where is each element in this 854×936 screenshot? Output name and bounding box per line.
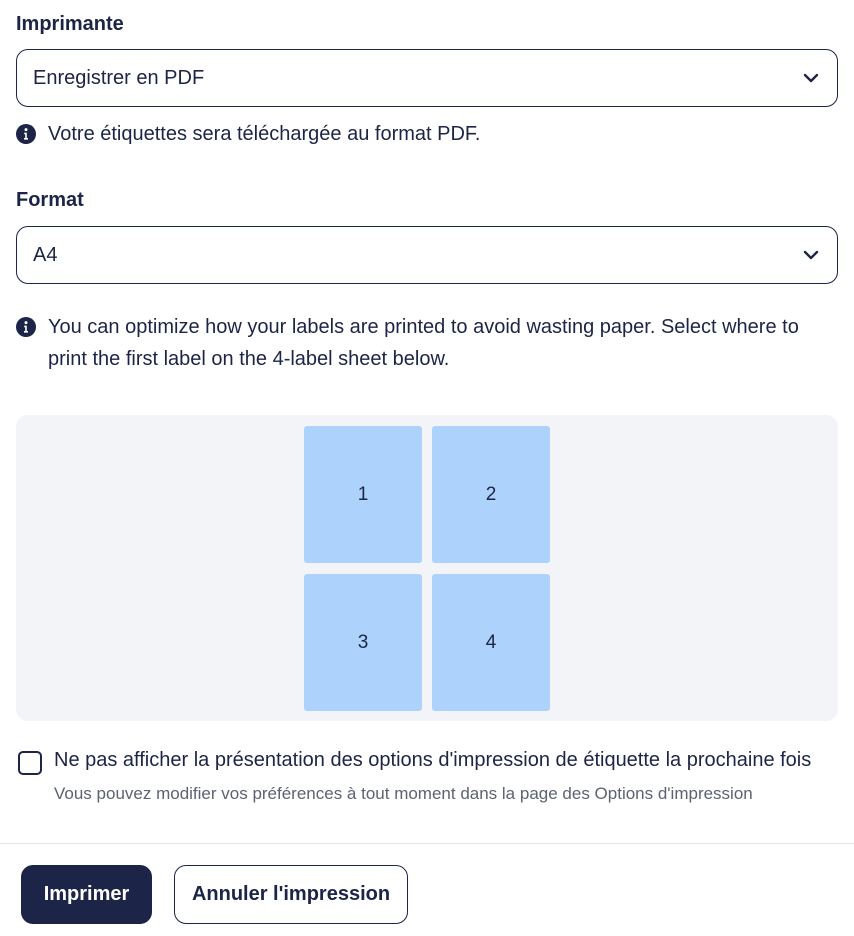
cancel-print-button[interactable]: Annuler l'impression — [174, 865, 408, 924]
label-slot-1[interactable]: 1 — [304, 426, 422, 563]
chevron-down-icon — [801, 68, 821, 88]
printer-info-text: Votre étiquettes sera téléchargée au format PDF. — [48, 123, 481, 145]
format-select[interactable] — [16, 226, 838, 284]
info-icon — [16, 124, 36, 144]
printer-select[interactable] — [16, 49, 838, 107]
dont-show-again-label[interactable]: Ne pas afficher la présentation des options d'impression de étiquette la prochaine fois — [54, 749, 812, 771]
info-icon — [16, 317, 36, 337]
printer-info — [16, 118, 838, 150]
format-select-value: A4 — [33, 243, 58, 266]
printer-select-value: Enregistrer en PDF — [33, 66, 205, 89]
label-slot-4[interactable]: 4 — [432, 574, 550, 711]
format-info-text: You can optimize how your labels are printed to avoid wasting paper. Select where to print the first label on the 4-label sheet below. — [48, 316, 799, 370]
format-info — [16, 311, 814, 375]
preference-help-text: Vous pouvez modifier vos préférences à tout moment dans la page des Options d'impression — [54, 784, 753, 803]
chevron-down-icon — [801, 245, 821, 265]
label-slot-3[interactable]: 3 — [304, 574, 422, 711]
label-sheet — [16, 415, 838, 721]
format-label: Format — [16, 189, 84, 211]
print-button[interactable]: Imprimer — [21, 865, 152, 924]
footer-divider — [0, 843, 854, 844]
label-slot-2[interactable]: 2 — [432, 426, 550, 563]
printer-label: Imprimante — [16, 13, 124, 35]
dont-show-again-checkbox[interactable] — [18, 751, 42, 775]
